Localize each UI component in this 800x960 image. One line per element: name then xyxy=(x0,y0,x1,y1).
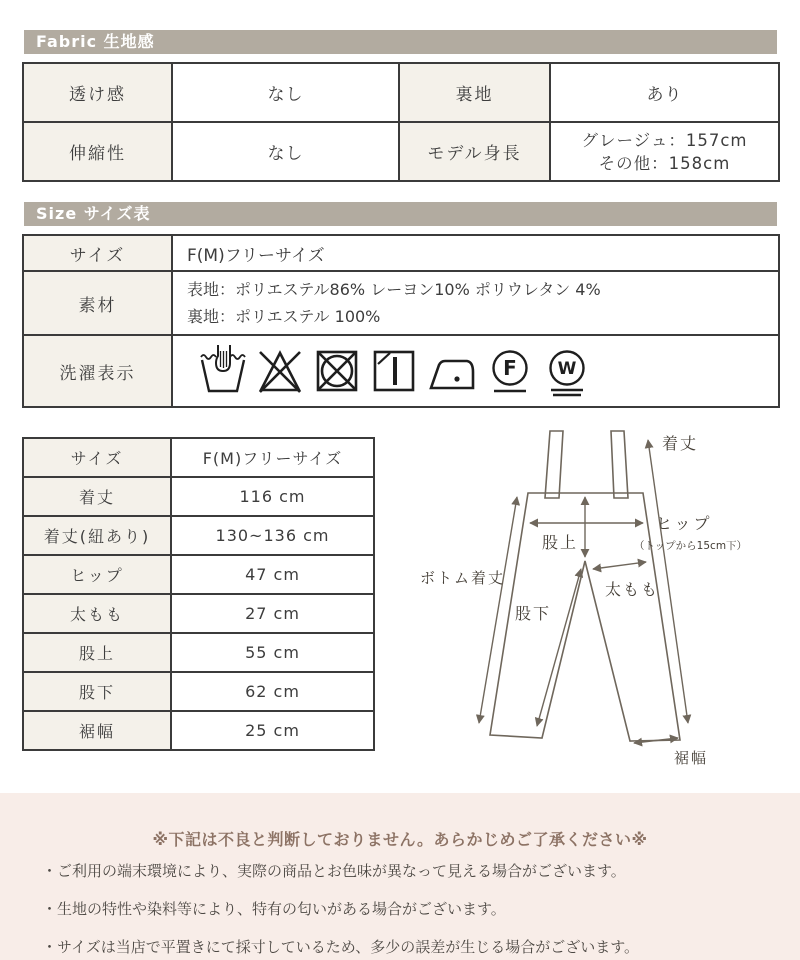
measure-size-label: サイズ xyxy=(23,438,171,477)
fabric-row-1 xyxy=(23,63,779,122)
hip-note-label: （トップから15cm下） xyxy=(634,540,748,552)
hand-wash-icon xyxy=(199,343,247,399)
model-height-label: モデル身長 xyxy=(399,122,550,181)
measurement-diagram xyxy=(400,413,800,788)
note-item-color: ・ご利用の端末環境により、実際の商品とお色味が異なって見える場合がございます。 xyxy=(42,862,626,880)
hip-value: 47 cm xyxy=(171,555,374,594)
inseam-diagram-label: 股下 xyxy=(515,604,552,623)
hem-width-diagram-label: 裾幅 xyxy=(674,749,709,767)
thigh-label: 太もも xyxy=(23,594,171,633)
rise-label: 股上 xyxy=(23,633,171,672)
hem-width-value: 25 cm xyxy=(171,711,374,750)
right-strap-shape xyxy=(611,431,628,498)
note-item-measurement: ・サイズは当店で平置きにて採寸しているため、多少の誤差が生じる場合がございます。 xyxy=(42,938,640,956)
lining-label: 裏地 xyxy=(399,63,550,122)
note-item-odor: ・生地の特性や染料等により、特有の匂いがある場合がございます。 xyxy=(42,900,506,918)
model-height-line2: その他：158cm xyxy=(598,153,731,173)
inseam-value: 62 cm xyxy=(171,672,374,711)
fabric-section-header: Fabric 生地感 xyxy=(24,30,777,54)
sheerness-label: 透け感 xyxy=(23,63,172,122)
thigh-value: 27 cm xyxy=(171,594,374,633)
material-outer: 表地：ポリエステル86% レーヨン10% ポリウレタン 4% xyxy=(187,280,601,299)
do-not-tumble-dry-icon xyxy=(313,343,361,399)
material-value xyxy=(172,271,779,335)
length-value: 116 cm xyxy=(171,477,374,516)
measure-size-value: F(M)フリーサイズ xyxy=(171,438,374,477)
hip-diagram-label: ヒップ xyxy=(656,514,713,533)
hip-label: ヒップ xyxy=(23,555,171,594)
material-row xyxy=(23,271,779,335)
notes-title: ※下記は不良と判断しておりません。あらかじめご了承ください※ xyxy=(152,830,648,849)
fabric-table xyxy=(22,62,780,182)
stretch-value: なし xyxy=(172,122,399,181)
size-value: F(M)フリーサイズ xyxy=(172,235,779,271)
measure-row-length-strap xyxy=(23,516,374,555)
measure-row-length xyxy=(23,477,374,516)
model-height-line1: グレージュ：157cm xyxy=(581,130,748,150)
hang-dry-shade-icon xyxy=(370,343,418,399)
length-label: 着丈 xyxy=(23,477,171,516)
care-row xyxy=(23,335,779,407)
svg-text:W: W xyxy=(557,359,577,379)
iron-low-heat-icon xyxy=(427,343,477,399)
measure-row-rise xyxy=(23,633,374,672)
rise-value: 55 cm xyxy=(171,633,374,672)
thigh-diagram-label: 太もも xyxy=(605,580,660,599)
wet-clean-w-icon xyxy=(543,343,591,399)
notes-list xyxy=(42,852,800,960)
thigh-arrow xyxy=(593,562,646,569)
do-not-bleach-icon xyxy=(256,343,304,399)
inseam-label: 股下 xyxy=(23,672,171,711)
care-symbols-cell xyxy=(172,335,779,407)
hem-width-label: 裾幅 xyxy=(23,711,171,750)
fabric-row-2 xyxy=(23,122,779,181)
model-height-value xyxy=(550,122,779,181)
inseam-arrow xyxy=(537,569,581,726)
svg-text:F: F xyxy=(503,356,517,380)
lining-value: あり xyxy=(550,63,779,122)
measurement-table xyxy=(22,437,375,751)
material-label: 素材 xyxy=(23,271,172,335)
measure-row-thigh xyxy=(23,594,374,633)
rise-diagram-label: 股上 xyxy=(541,533,578,552)
care-label: 洗濯表示 xyxy=(23,335,172,407)
measure-header-row xyxy=(23,438,374,477)
care-symbols xyxy=(187,343,777,399)
measure-row-hem xyxy=(23,711,374,750)
stretch-label: 伸縮性 xyxy=(23,122,172,181)
bottom-length-diagram-label: ボトム着丈 xyxy=(420,569,506,587)
length-strap-value: 130~136 cm xyxy=(171,516,374,555)
material-lining: 裏地：ポリエステル 100% xyxy=(187,307,381,326)
size-row xyxy=(23,235,779,271)
dry-clean-f-icon xyxy=(486,343,534,399)
size-section-header: Size サイズ表 xyxy=(24,202,777,226)
size-info-table xyxy=(22,234,780,408)
measure-row-inseam xyxy=(23,672,374,711)
sheerness-value: なし xyxy=(172,63,399,122)
notes-section xyxy=(0,793,800,960)
left-strap-shape xyxy=(545,431,563,498)
measure-row-hip xyxy=(23,555,374,594)
length-strap-label: 着丈(紐あり) xyxy=(23,516,171,555)
length-diagram-label: 着丈 xyxy=(662,434,699,453)
size-label: サイズ xyxy=(23,235,172,271)
